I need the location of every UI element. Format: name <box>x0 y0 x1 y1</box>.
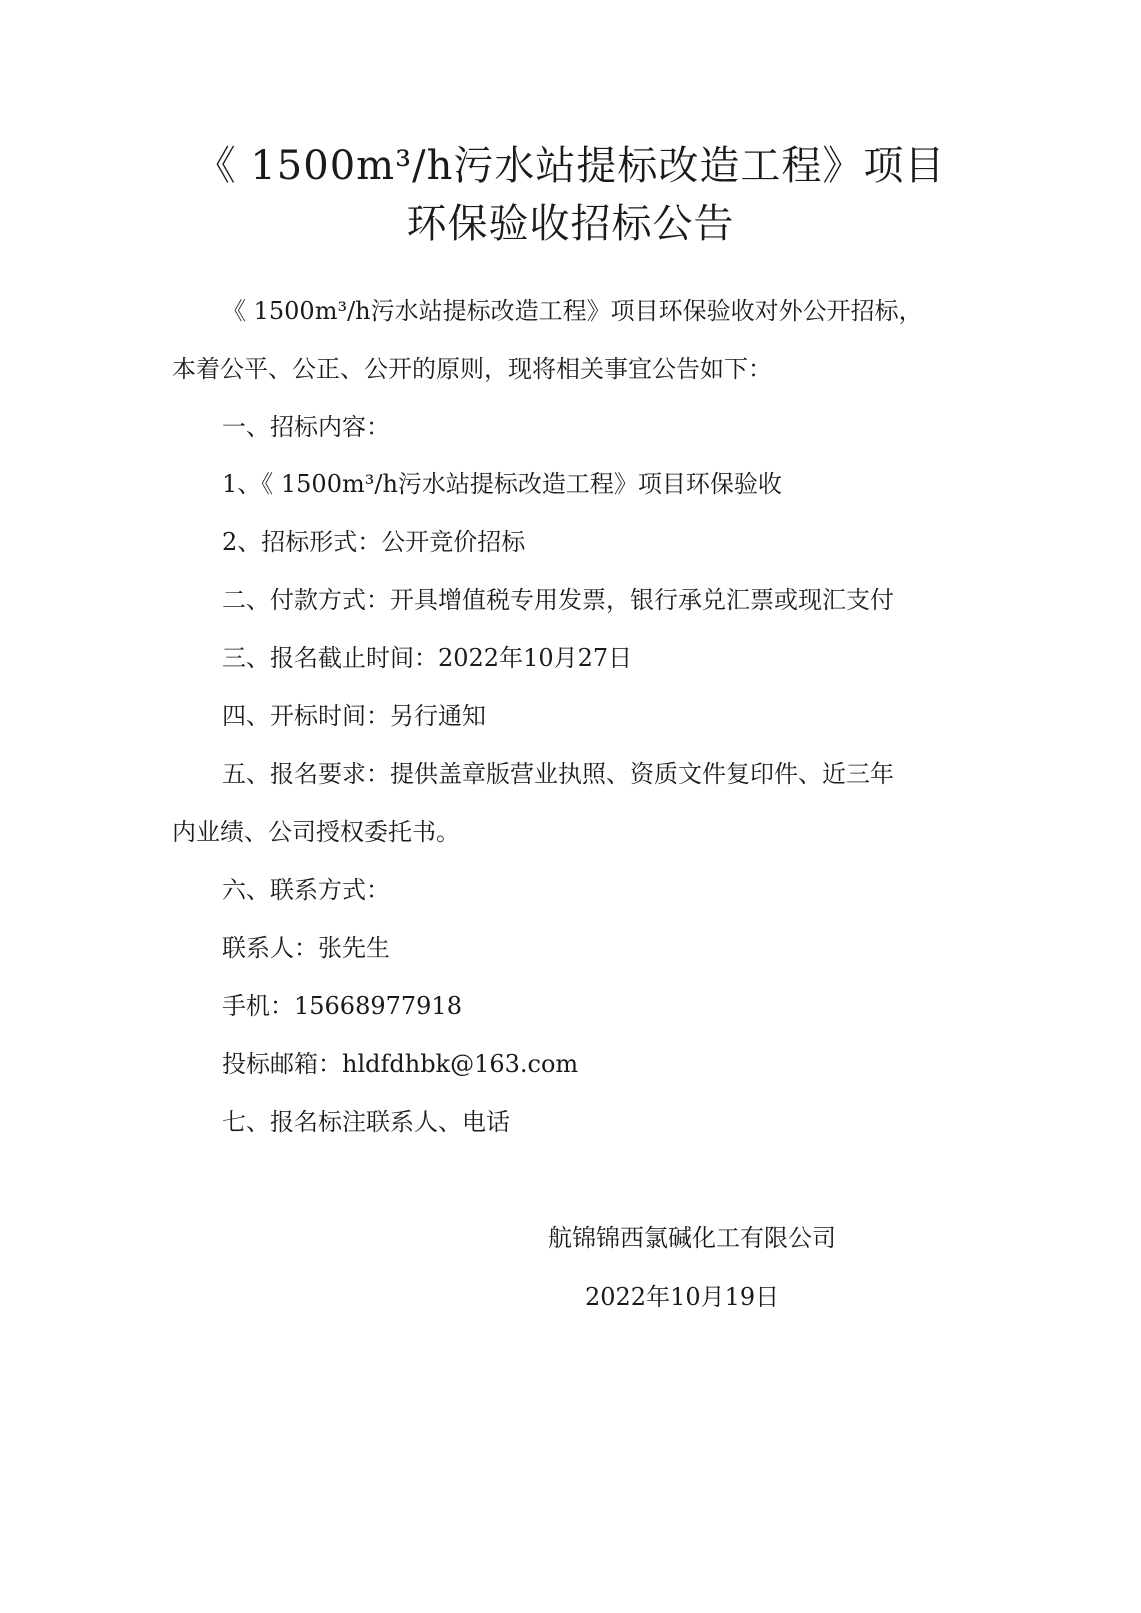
signature-company: 航锦锦西氯碱化工有限公司 <box>548 1224 836 1252</box>
section-5-requirements-line-2: 内业绩、公司授权委托书。 <box>172 818 460 846</box>
section-2-payment: 二、付款方式：开具增值税专用发票，银行承兑汇票或现汇支付 <box>222 586 894 614</box>
signature-date: 2022年10月19日 <box>585 1283 780 1311</box>
document-title-line-1: 《 1500m³/h污水站提标改造工程》项目 <box>195 143 946 189</box>
section-1-item-1: 1、《 1500m³/h污水站提标改造工程》项目环保验收 <box>222 470 782 498</box>
section-3-deadline: 三、报名截止时间：2022年10月27日 <box>222 644 633 672</box>
section-5-requirements-line-1: 五、报名要求：提供盖章版营业执照、资质文件复印件、近三年 <box>222 760 894 788</box>
section-1-item-2: 2、招标形式：公开竞价招标 <box>222 528 526 556</box>
intro-line-1: 《 1500m³/h污水站提标改造工程》项目环保验收对外公开招标， <box>222 297 923 325</box>
contact-person: 联系人：张先生 <box>222 934 390 962</box>
section-7-note: 七、报名标注联系人、电话 <box>222 1108 510 1136</box>
intro-line-2: 本着公平、公正、公开的原则，现将相关事宜公告如下： <box>172 355 772 383</box>
document-title-line-2: 环保验收招标公告 <box>406 201 735 247</box>
section-4-opening-time: 四、开标时间：另行通知 <box>222 702 486 730</box>
section-6-heading: 六、联系方式： <box>222 876 390 904</box>
section-1-heading: 一、招标内容： <box>222 413 390 441</box>
contact-email: 投标邮箱：hldfdhbk@163.com <box>222 1050 579 1078</box>
contact-phone: 手机：15668977918 <box>222 992 462 1020</box>
